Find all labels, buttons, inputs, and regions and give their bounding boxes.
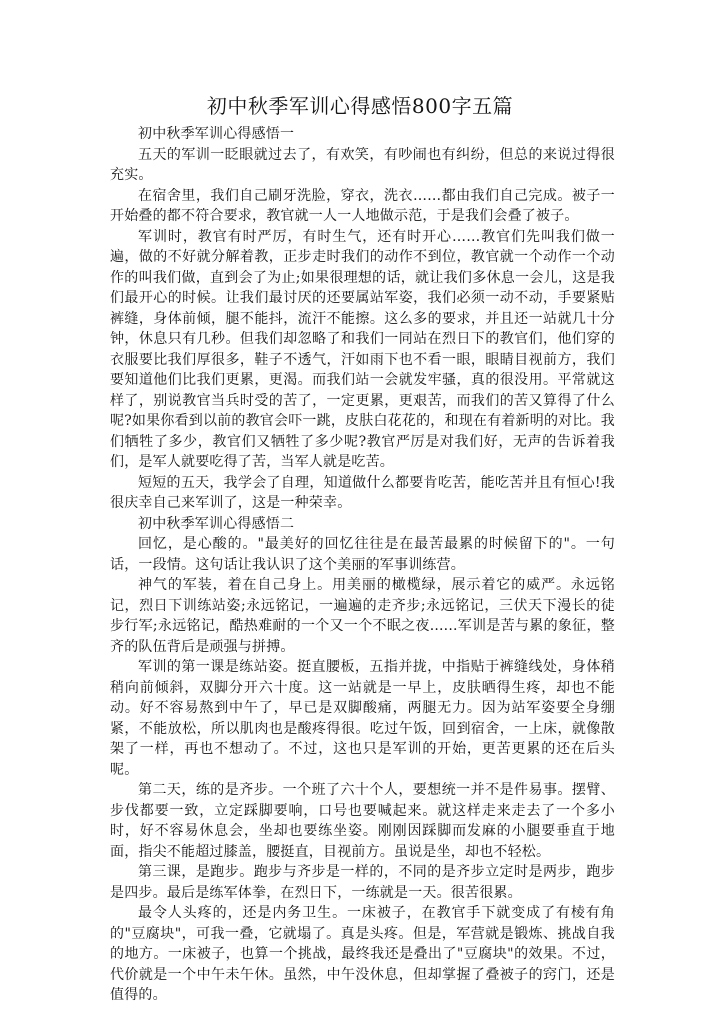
- document-body: [110, 124, 615, 1006]
- paragraph: 第二天，练的是齐步。一个班了六十个人，要想统一并不是件易事。摆臂、步伐都要一致，立定踩脚要响，口号也要喊起来。就这样走来走去了一个多小时，好不容易休息会，坐却也要练坐姿。刚刚因踩脚而发麻的小腿要垂直于地面，指尖不能超过膝盖，腰挺直，目视前方。虽说是坐，却也不轻松。: [110, 782, 615, 860]
- paragraph: 短短的五天，我学会了自理，知道做什么都要肯吃苦，能吃苦并且有恒心!我很庆幸自己来军训了，这是一种荣幸。: [110, 474, 615, 511]
- paragraph: 第三课，是跑步。跑步与齐步是一样的，不同的是齐步立定时是两步，跑步是四步。最后是练军体拳，在烈日下，一练就是一天。很苦很累。: [110, 864, 615, 901]
- section-heading: 初中秋季军训心得感悟一: [138, 126, 295, 142]
- paragraph: 军训时，教官有时严厉，有时生气，还有时开心……教官们先叫我们做一遍，做的不好就分解着教，正步走时我们的动作不到位，教官就一个动作一个动作的叫我们做，直到会了为止;如果很理想的话，就让我们多休息一会儿，这是我们最开心的时候。让我们最讨厌的还要属站军姿，我们必须一动不动，手要紧贴裤缝，身体前倾，腿不能抖，流汗不能擦。这么多的要求，并且还一站就几十分钟，休息只有几秒。但我们却忽略了和我们一同站在烈日下的教官们，他们穿的衣服要比我们厚很多，鞋子不透气，汗如雨下也不看一眼，眼睛目视前方，我们要知道他们比我们更累，更渴。而我们站一会就发牢骚，真的很没用。平常就这样了，别说教官当兵时受的苦了，一定更累，更艰苦，而我们的苦又算得了什么呢?如果你看到以前的教官会吓一跳，皮肤白花花的，和现在有着新明的对比。我们牺牲了多少，教官们又牺牲了多少呢?教官严厉是对我们好，无声的告诉着我们，是军人就要吃得了苦，当军人就是吃苦。: [110, 228, 615, 470]
- paragraph: 神气的军装，着在自己身上。用美丽的橄榄绿，展示着它的威严。永远铭记，烈日下训练站姿;永远铭记，一遍遍的走齐步;永远铭记，三伏天下漫长的徒步行军;永远铭记，酷热难耐的一个又一个不眠之夜......军训是苦与累的象征，整齐的队伍背后是顽强与拼搏。: [110, 577, 615, 655]
- paragraph: 军训的第一课是练站姿。挺直腰板，五指并拢，中指贴于裤缝线处，身体稍稍向前倾斜，双脚分开六十度。这一站就是一早上，皮肤晒得生疼，却也不能动。好不容易熬到中午了，早已是双脚酸痛，两腿无力。因为站军姿要全身绷紧，不能放松，所以肌肉也是酸疼得很。吃过午饭，回到宿舍，一上床，就像散架了一样，再也不想动了。不过，这也只是军训的开始，更苦更累的还在后头呢。: [110, 659, 615, 778]
- paragraph: 最令人头疼的，还是内务卫生。一床被子，在教官手下就变成了有棱有角的"豆腐块"，可我一叠，它就塌了。真是头疼。但是，军营就是锻炼、挑战自我的地方。一床被子，也算一个挑战，最终我还是叠出了"豆腐块"的效果。不过，代价就是一个中午未午休。虽然，中午没休息，但却掌握了叠被子的窍门，还是值得的。: [110, 905, 615, 1003]
- page-title: 初中秋季军训心得感悟800字五篇: [206, 94, 514, 118]
- paragraph: 回忆，是心酸的。"最美好的回忆往往是在最苦最累的时候留下的"。一句话，一段情。这句话让我认识了这个美丽的军事训练营。: [110, 536, 615, 573]
- section-heading: 初中秋季军训心得感悟二: [138, 515, 295, 532]
- paragraph: 五天的军训一眨眼就过去了，有欢笑，有吵闹也有纠纷，但总的来说过得很充实。: [110, 146, 615, 183]
- paragraph: 在宿舍里，我们自己刷牙洗脸，穿衣，洗衣……都由我们自己完成。被子一开始叠的都不符合要求，教官就一人一人地做示范，于是我们会叠了被子。: [110, 187, 615, 224]
